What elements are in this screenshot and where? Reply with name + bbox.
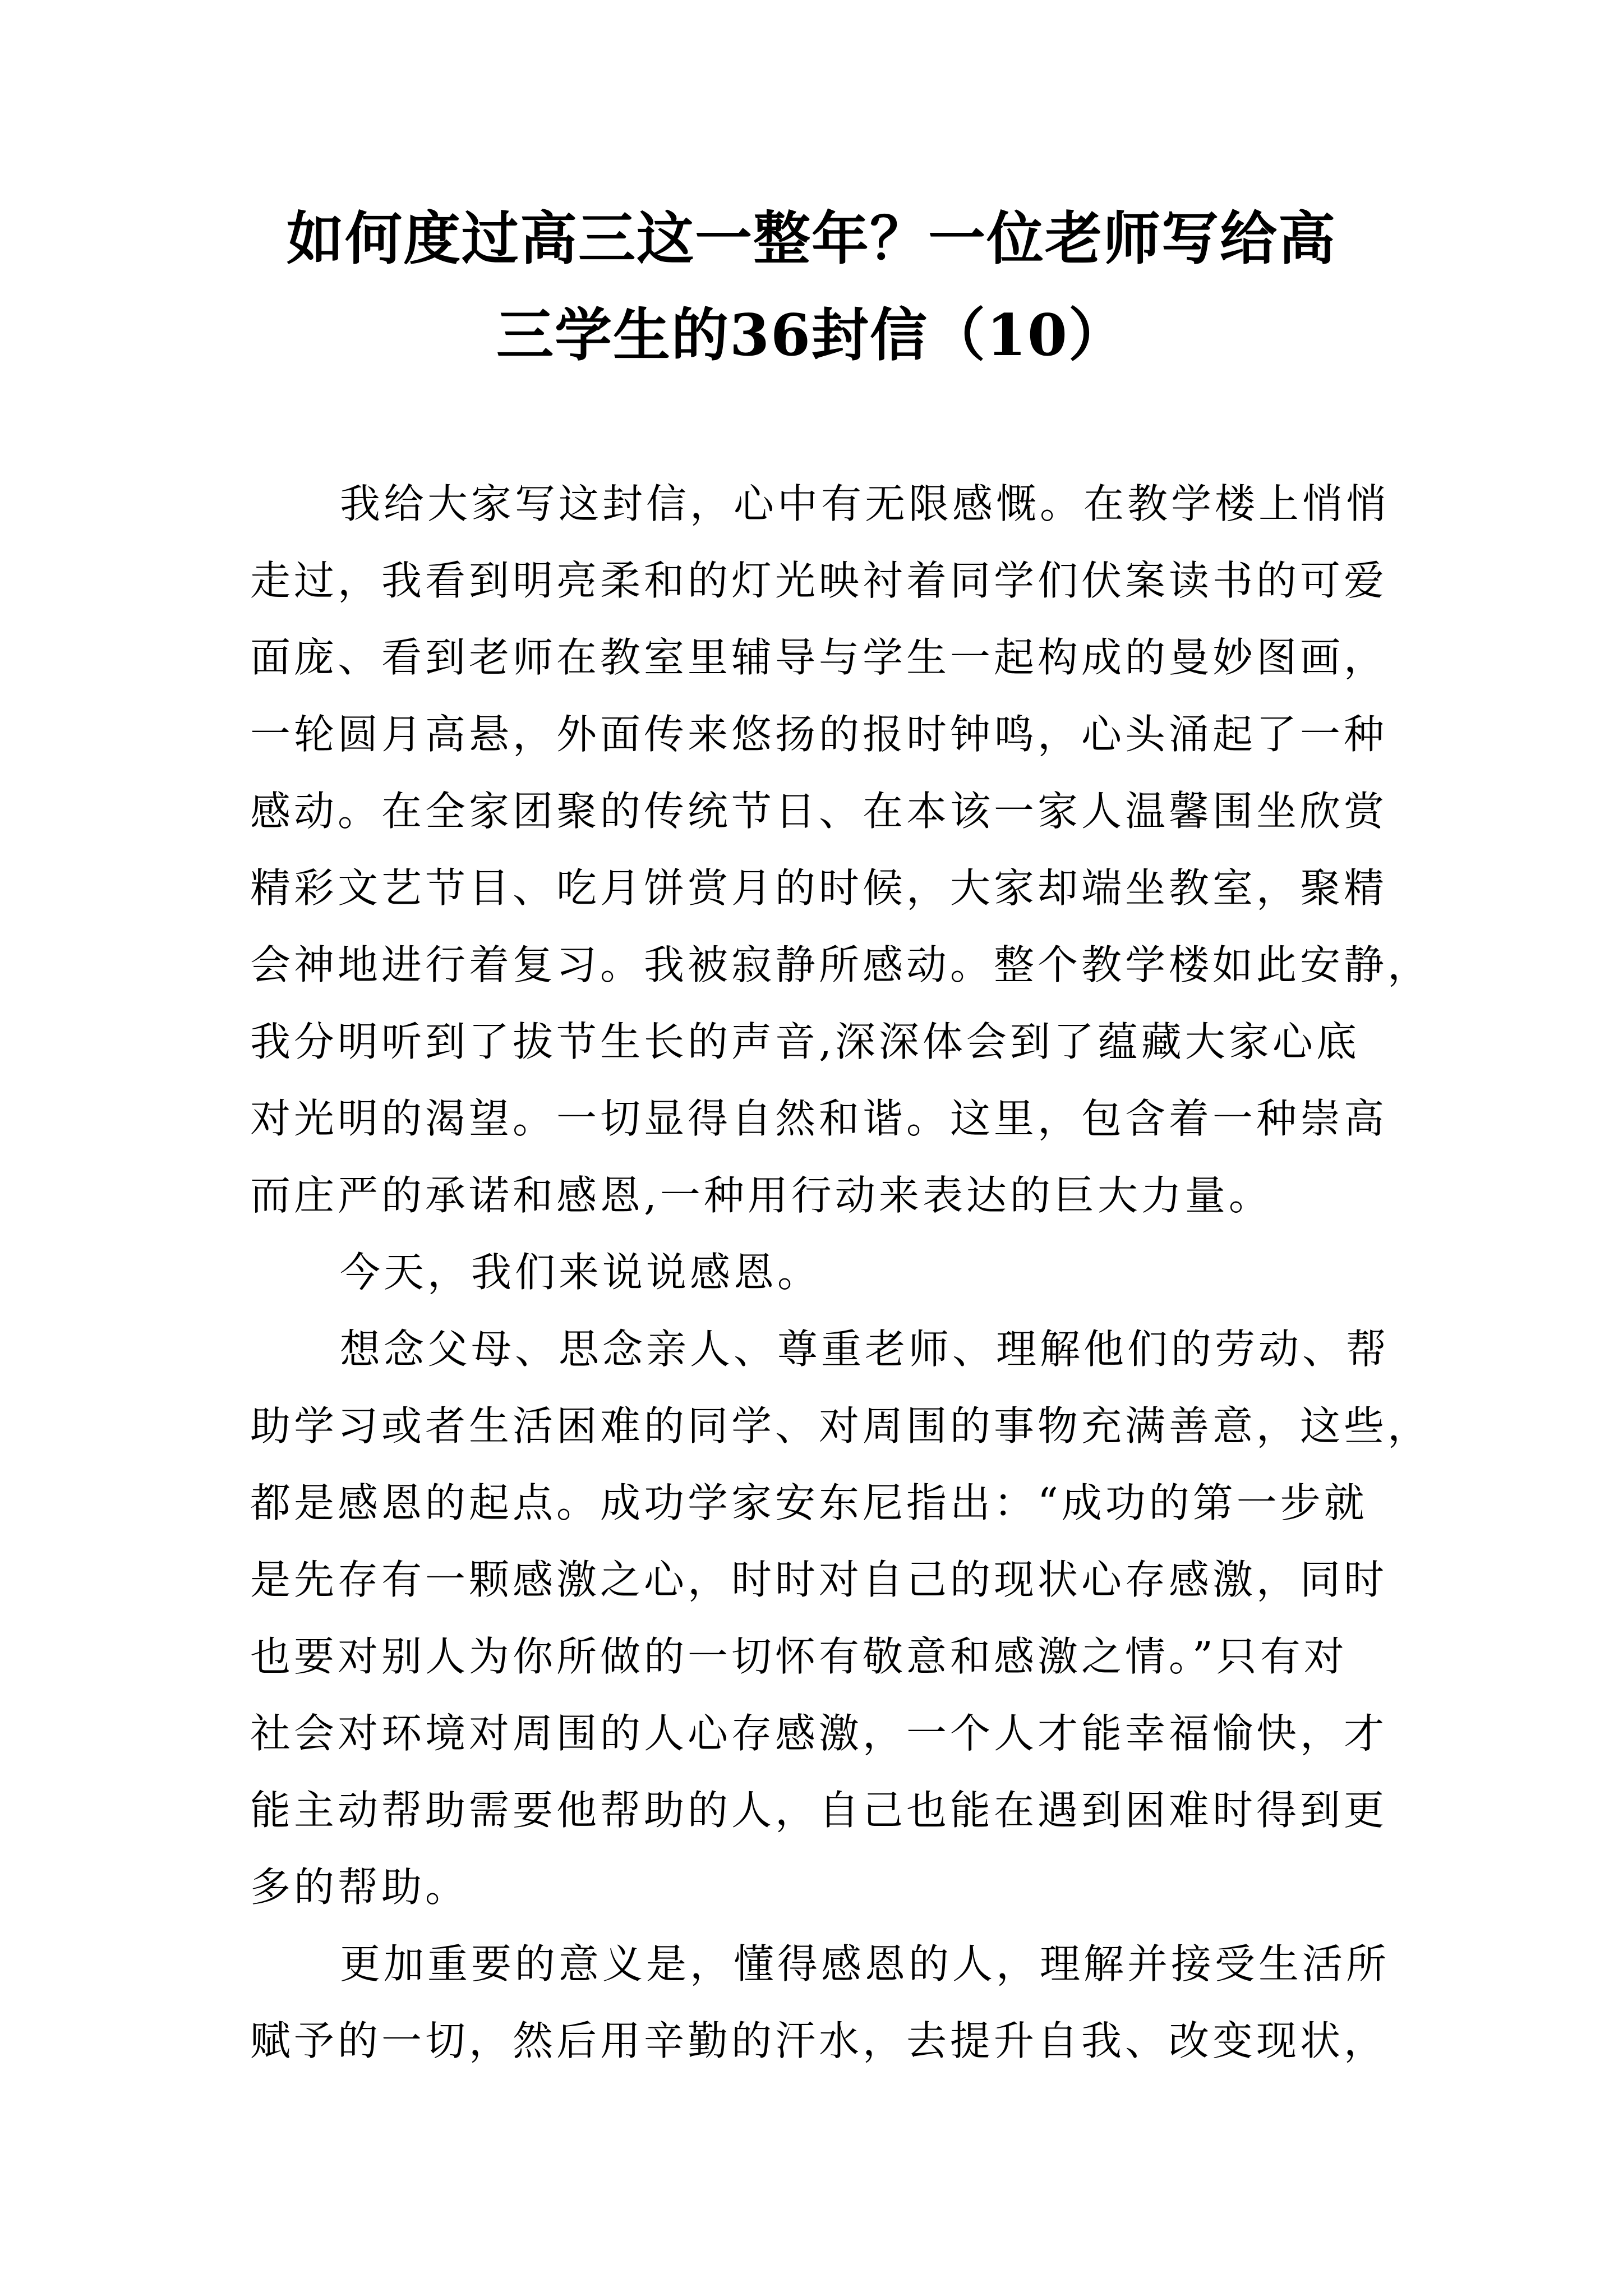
text-line: 都是感恩的起点。成功学家安东尼指出：“成功的第一步就	[250, 1479, 1368, 1526]
paragraph-1	[250, 466, 1432, 1234]
paragraph-4	[250, 1926, 1390, 2079]
text-line: 感动。在全家团聚的传统节日、在本该一家人温馨围坐欣赏	[250, 788, 1388, 835]
text-line: 今天，我们来说说感恩。	[340, 1249, 822, 1296]
text-line: 多的帮助。	[250, 1864, 469, 1911]
text-line: 一轮圆月高悬，外面传来悠扬的报时钟鸣，心头涌起了一种	[250, 711, 1388, 758]
title-line-2: 三学生的36封信（10）	[496, 302, 1127, 369]
document-title	[247, 191, 1376, 384]
text-line: 对光明的渴望。一切显得自然和谐。这里，包含着一种崇高	[250, 1095, 1388, 1142]
document-body	[250, 466, 1432, 2079]
text-line: 会神地进行着复习。我被寂静所感动。整个教学楼如此安静，	[250, 941, 1432, 988]
text-line: 面庞、看到老师在教室里辅导与学生一起构成的曼妙图画，	[250, 634, 1388, 681]
paragraph-3	[250, 1311, 1432, 1926]
text-line: 更加重要的意义是，懂得感恩的人，理解并接受生活所	[340, 1940, 1390, 1987]
text-line: 走过，我看到明亮柔和的灯光映衬着同学们伏案读书的可爱	[250, 557, 1388, 604]
text-line: 助学习或者生活困难的同学、对周围的事物充满善意，这些，	[250, 1402, 1432, 1450]
text-line: 我分明听到了拔节生长的声音,深深体会到了蕴藏大家心底	[250, 1018, 1360, 1065]
text-line: 能主动帮助需要他帮助的人，自己也能在遇到困难时得到更	[250, 1787, 1388, 1834]
title-line-1: 如何度过高三这一整年？一位老师写给高	[287, 205, 1336, 273]
text-line: 社会对环境对周围的人心存感激，一个人才能幸福愉快，才	[250, 1710, 1388, 1757]
text-line: 精彩文艺节目、吃月饼赏月的时候，大家却端坐教室，聚精	[250, 864, 1388, 912]
text-line: 我给大家写这封信，心中有无限感慨。在教学楼上悄悄	[340, 480, 1390, 527]
paragraph-2	[250, 1234, 1372, 1311]
text-line: 而庄严的承诺和感恩,一种用行动来表达的巨大力量。	[250, 1172, 1272, 1219]
text-line: 是先存有一颗感激之心，时时对自己的现状心存感激，同时	[250, 1556, 1388, 1603]
text-line: 赋予的一切，然后用辛勤的汗水，去提升自我、改变现状，	[250, 2017, 1388, 2064]
text-line: 也要对别人为你所做的一切怀有敬意和感激之情。”只有对	[250, 1633, 1348, 1680]
text-line: 想念父母、思念亲人、尊重老师、理解他们的劳动、帮	[340, 1326, 1390, 1373]
